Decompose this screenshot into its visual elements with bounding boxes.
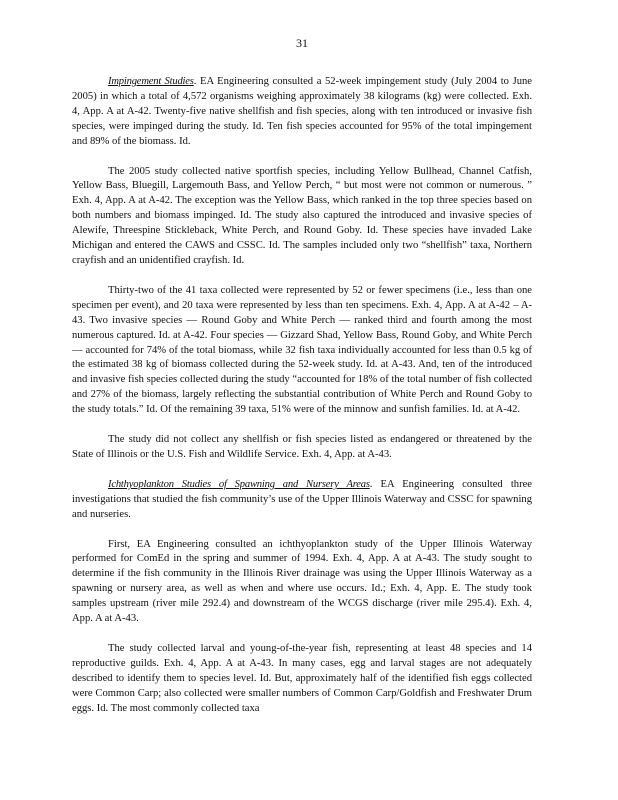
paragraph-text: The study did not collect any shellfish or fish species listed as endangered or threatened by the State of Illinois or the U.S. Fish and Wildlife Service. Exh. 4, App. at A-43. [72,434,532,460]
paragraph-text: Thirty-two of the 41 taxa collected were represented by 52 or fewer specimens (i.e., less than one specimen per event), and 20 taxa were represented by less than ten specimens. Exh. 4, App. A at A-42 – A-43. Two invasive species — Round Goby and White Perch — ranked third and fourth among the most numerous captured. Id. at A-42. Four species — Gizzard Shad, Yellow Bass, Round Goby, and White Perch — accounted for 74% of the total biomass, while 32 fish taxa individually accounted for less than 0.5 kg of the estimated 38 kg of biomass collected during the 52-week study. Id. at A-43. And, ten of the introduced and invasive fish species collected during the study “accounted for 18% of the total number of fish collected and 27% of the biomass, largely reflecting the substantial contribution of White Perch and Round Goby to the study totals.” Id. Of the remaining 39 taxa, 51% were of the minnow and sunfish families. Id. at A-42. [72,284,532,416]
paragraph-taxa [72,284,532,418]
paragraph-text: The 2005 study collected native sportfish species, including Yellow Bullhead, Channel Catfish, Yellow Bass, Bluegill, Largemouth Bass, and Yellow Perch, “ but most were not common or numerous. ” Exh. 4, App. A at A-42. The exception was the Yellow Bass, which ranked in the top three species based on both numbers and biomass impinged. Id. The study also captured the introduced and invasive species of Alewife, Threespine Stickleback, White Perch, and Round Goby. Id. These species have invaded Lake Michigan and entered the CAWS and CSSC. Id. The samples included only two “shellfish” taxa, Northern crayfish and an unidentified crayfish. Id. [72,165,532,266]
paragraph-text: The study collected larval and young-of-the-year fish, representing at least 48 species and 14 reproductive guilds. Exh. 4, App. A at A-43. In many cases, egg and larval stages are not adequately described to identify them to species level. Id. But, approximately half of the identified fish eggs collected were Common Carp; also collected were smaller numbers of Common Carp/Goldfish and Freshwater Drum eggs. Id. The most commonly collected taxa [72,643,532,714]
paragraph-ichthyoplankton [72,478,532,523]
paragraph-endangered [72,433,532,463]
section-heading-impingement: Impingement Studies [108,76,194,87]
paragraph-text: . EA Engineering consulted three investigations that studied the fish community’s use of the Upper Illinois Waterway and CSSC for spawning and nurseries. [72,478,533,520]
page-number: 31 [296,36,308,50]
paragraph-2005-study [72,165,532,269]
paragraph-text: . EA Engineering consulted a 52-week impingement study (July 2004 to June 2005) in which a total of 4,572 organisms weighing approximately 38 kilograms (kg) were collected. Exh. 4, App. A at A-42. Twenty-five native shellfish and fish species, along with ten introduced or invasive fish species, were impinged during the study. Id. Ten fish species accounted for 95% of the total impingement and 89% of the biomass. Id. [72,76,532,147]
section-heading-ichthyoplankton: Ichthyoplankton Studies of Spawning and Nursery Areas [108,478,370,490]
paragraph-impingement [72,75,532,150]
paragraph-text: First, EA Engineering consulted an ichthyoplankton study of the Upper Illinois Waterway performed for ComEd in the spring and summer of 1994. Exh. 4, App. A at A-43. The study sought to determine if the fish community in the Illinois River drainage was using the Upper Illinois Waterway as a spawning or nursery area, as well as when and where use occurs. Id.; Exh. 4, App. E. The study took samples upstream (river mile 292.4) and downstream of the WCGS discharge (river mile 295.4). Exh. 4, App. A at A-43. [72,538,532,625]
paragraph-first-study [72,538,532,627]
paragraph-larval [72,642,532,717]
